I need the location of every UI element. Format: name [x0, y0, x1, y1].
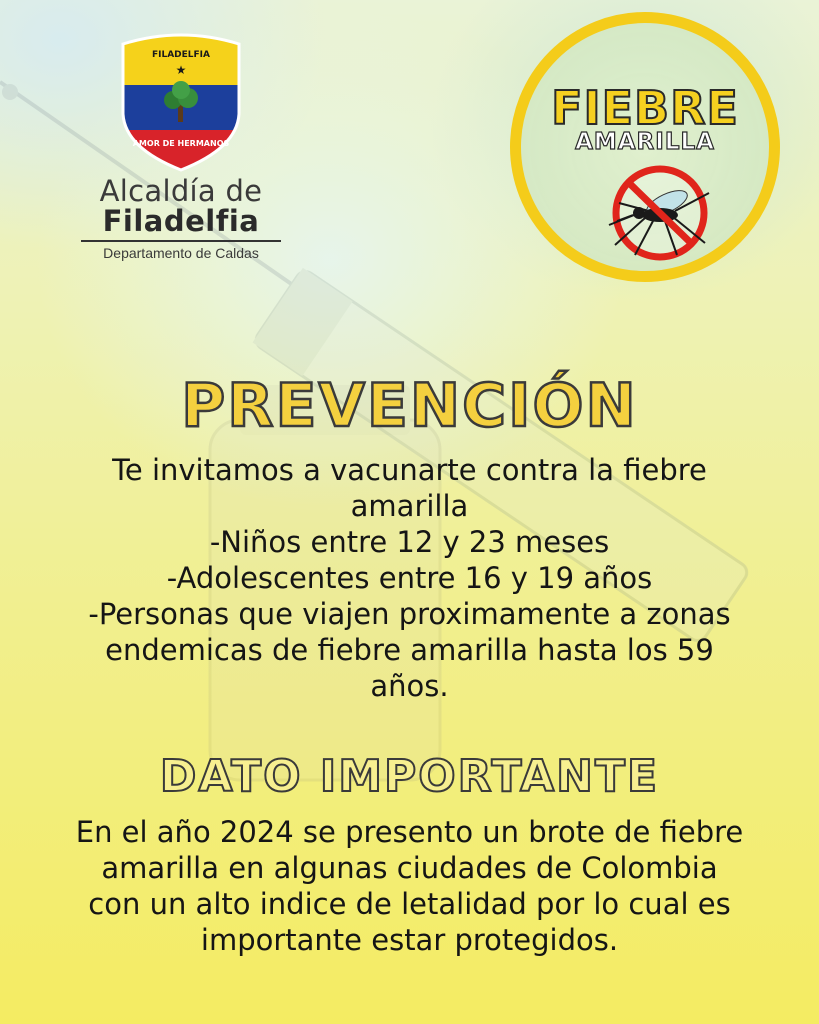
prevention-line: -Adolescentes entre 16 y 19 años [166, 561, 653, 595]
important-line: importante estar protegidos. [200, 923, 619, 957]
alcaldia-logo [76, 30, 286, 261]
department-name: Departamento de Caldas [103, 245, 259, 261]
prevention-line: -Personas que viajen proximamente a zonas [88, 597, 731, 631]
shield-bottom-text: AMOR DE HERMANOS [132, 139, 230, 148]
no-mosquito-icon [605, 163, 715, 263]
divider [81, 240, 281, 242]
alcaldia-title: Alcaldía de [99, 174, 263, 208]
municipal-shield-icon [115, 30, 247, 172]
municipality-name: Filadelfia [102, 204, 260, 238]
important-line: En el año 2024 se presento un brote de fiebre [75, 815, 744, 849]
prevention-line: años. [370, 669, 449, 703]
badge-title: FIEBRE [551, 81, 739, 135]
prevention-text [30, 452, 789, 704]
prevention-line: Te invitamos a vacunarte contra la fiebre [112, 453, 707, 487]
important-line: amarilla en algunas ciudades de Colombia [101, 851, 718, 885]
svg-text:★: ★ [175, 63, 187, 77]
badge-subtitle: AMARILLA [575, 129, 715, 155]
prevention-heading: PREVENCIÓN [181, 371, 638, 441]
prevention-line: amarilla [350, 489, 469, 523]
prevention-line: endemicas de fiebre amarilla hasta los 59 [105, 633, 714, 667]
fiebre-amarilla-badge [510, 12, 780, 282]
important-line: con un alto indice de letalidad por lo cual es [88, 887, 731, 921]
important-text [30, 814, 789, 958]
shield-top-text: FILADELFIA [151, 50, 211, 60]
important-heading: DATO IMPORTANTE [159, 751, 660, 802]
prevention-line: -Niños entre 12 y 23 meses [209, 525, 610, 559]
